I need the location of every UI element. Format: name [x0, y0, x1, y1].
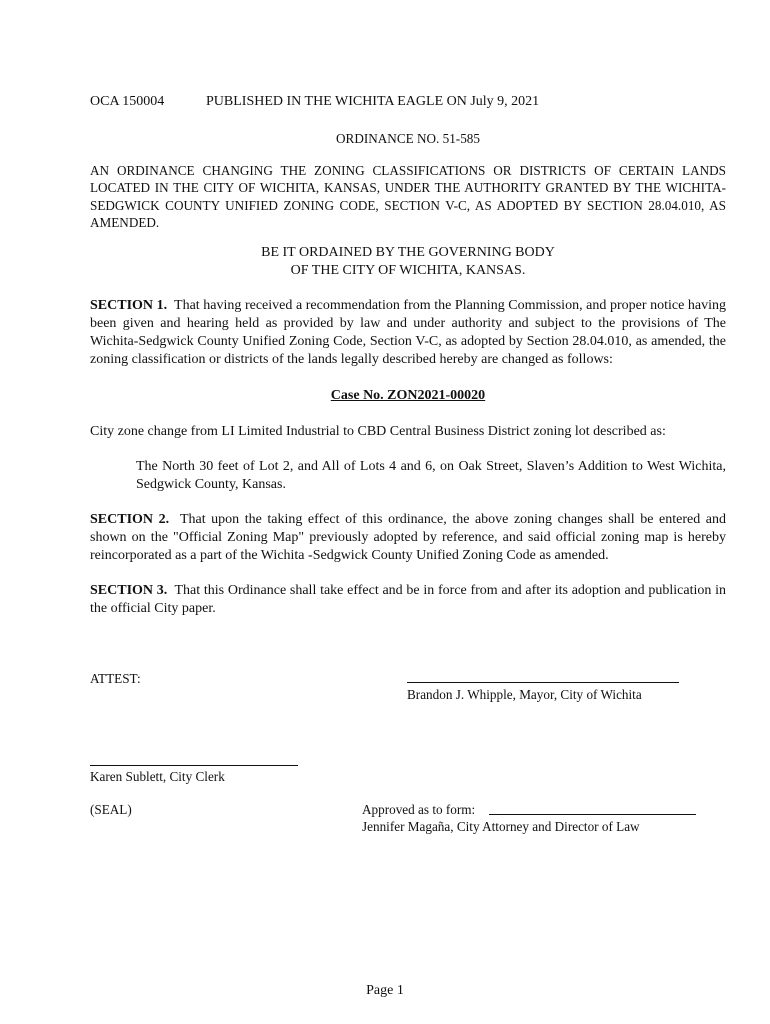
clerk-signature-line [90, 765, 298, 766]
oca-number: OCA 150004 [90, 94, 165, 109]
section-1 [90, 297, 726, 369]
attest-label: ATTEST: [90, 671, 141, 686]
attorney-signature-line [489, 814, 696, 815]
section-1-label: SECTION 1. [90, 298, 168, 313]
section-2 [90, 511, 726, 565]
ordinance-title: AN ORDINANCE CHANGING THE ZONING CLASSIFICATIONS OR DISTRICTS OF CERTAIN LANDS LOCATED IN THE CITY OF WICHITA, KANSAS, UNDER THE AUTHORITY GRANTED BY THE WICHITA-SEDGWICK COUNTY UNIFIED ZONING CODE, SECTION V-C, AS ADOPTED BY SECTION 28.04.010, AS AMENDED. [90, 163, 726, 231]
clerk-name: Karen Sublett, City Clerk [90, 769, 225, 784]
approved-label: Approved as to form: [362, 802, 476, 817]
section-3 [90, 582, 726, 618]
publication-notice: PUBLISHED IN THE WICHITA EAGLE ON July 9, 2021 [206, 94, 540, 109]
zone-change: City zone change from LI Limited Industrial to CBD Central Business District zoning lot described as: [90, 424, 666, 439]
section-3-text: That this Ordinance shall take effect and be in force from and after its adoption and publication in the official City paper. [90, 583, 727, 616]
seal-label: (SEAL) [90, 802, 132, 817]
ordained-line-2: OF THE CITY OF WICHITA, KANSAS. [290, 263, 526, 278]
attorney-name: Jennifer Magaña, City Attorney and Director of Law [362, 819, 640, 834]
mayor-signature-line [407, 682, 679, 683]
case-number-text: Case No. ZON2021-00020 [330, 388, 486, 403]
page-number: Page 1 [366, 983, 404, 998]
section-2-text: That upon the taking effect of this ordinance, the above zoning changes shall be entered and shown on the "Official Zoning Map" previously adopted by reference, and said official zoning map is hereby reincorporated as a part of the Wichita -Sedgwick County Unified Zoning Code as amended. [90, 512, 726, 563]
ordinance-number: ORDINANCE NO. 51-585 [336, 131, 480, 146]
legal-description: The North 30 feet of Lot 2, and All of Lots 4 and 6, on Oak Street, Slaven’s Addition to West Wichita, Sedgwick County, Kansas. [136, 459, 726, 492]
section-2-label: SECTION 2. [90, 512, 170, 527]
mayor-name: Brandon J. Whipple, Mayor, City of Wichita [407, 687, 642, 702]
section-3-label: SECTION 3. [90, 583, 168, 598]
case-number [90, 387, 726, 405]
section-1-text: That having received a recommendation from the Planning Commission, and proper notice having been given and hearing held as provided by law and under authority and subject to the provisions of The Wichita-Sedgwick County Unified Zoning Code, Section V-C, as adopted by Section 28.04.010, as amended, the zoning classification or districts of the lands legally described hereby are changed as follows: [90, 298, 726, 367]
ordained-line-1: BE IT ORDAINED BY THE GOVERNING BODY [261, 245, 555, 260]
